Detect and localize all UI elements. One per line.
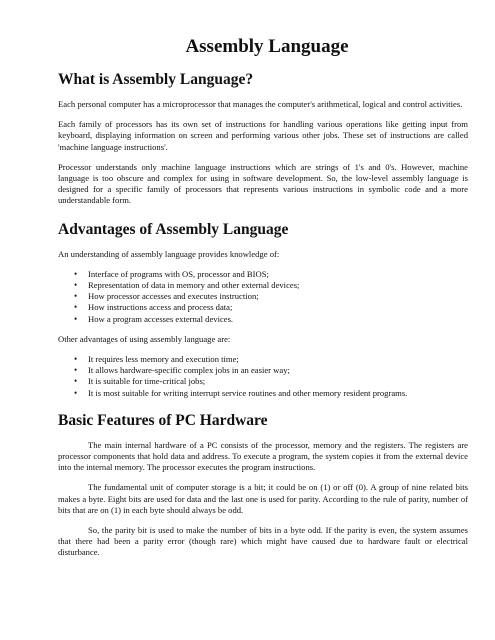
- section-advantages: [58, 221, 468, 399]
- section-heading: Basic Features of PC Hardware: [58, 411, 268, 429]
- section-heading: Advantages of Assembly Language: [58, 220, 289, 238]
- section-what-is: [58, 71, 468, 207]
- section-pc-hardware: [58, 412, 468, 559]
- paragraph: Each family of processors has its own set of instructions for handling various operations like getting input from keyboard, displaying information on screen and performing various other jobs. These set of instructions are called 'machine language instructions'.: [58, 119, 468, 152]
- list-item: • How instructions access and process data;: [88, 302, 468, 313]
- paragraph: Processor understands only machine language instructions which are strings of 1's and 0's. However, machine language is too obscure and complex for using in software development. So, the low-level assembly language is designed for a specific family of processors that represents various instructions in symbolic code and a more understandable form.: [58, 161, 468, 206]
- paragraph: The fundamental unit of computer storage is a bit; it could be on (1) or off (0). A group of nine related bits makes a byte. Eight bits are used for data and the last one is used for parity. According to the rule of parity, number of bits that are on (1) in each byte should always be odd.: [58, 482, 468, 515]
- list-item: • Interface of programs with OS, processor and BIOS;: [88, 269, 468, 280]
- list-item: • It is suitable for time-critical jobs;: [88, 376, 468, 387]
- list-item: • It requires less memory and execution time;: [88, 354, 468, 365]
- list-item: • It allows hardware-specific complex jobs in an easier way;: [88, 365, 468, 376]
- paragraph: Other advantages of using assembly language are:: [58, 333, 231, 344]
- bullet-list: [58, 354, 468, 399]
- list-item: • It is most suitable for writing interrupt service routines and other memory resident programs.: [88, 388, 468, 399]
- paragraph: Each personal computer has a microprocessor that manages the computer's arithmetical, logical and control activities.: [58, 99, 463, 109]
- paragraph: An understanding of assembly language provides knowledge of:: [58, 248, 280, 259]
- list-item: • How a program accesses external devices.: [88, 314, 468, 325]
- section-heading: What is Assembly Language?: [58, 71, 254, 88]
- paragraph: So, the parity bit is used to make the number of bits in a byte odd. If the parity is even, the system assumes that there had been a parity error (though rare) which might have caused due to hardware fault or electrical disturbance.: [58, 525, 468, 558]
- document-title: Assembly Language: [185, 36, 349, 57]
- list-item: • Representation of data in memory and other external devices;: [88, 280, 468, 291]
- paragraph: The main internal hardware of a PC consists of the processor, memory and the registers. The registers are processor components that hold data and address. To execute a program, the system copies it from the external device into the internal memory. The processor executes the program instructions.: [58, 439, 468, 473]
- bullet-list: [58, 269, 468, 325]
- list-item: • How processor accesses and executes instruction;: [88, 291, 468, 302]
